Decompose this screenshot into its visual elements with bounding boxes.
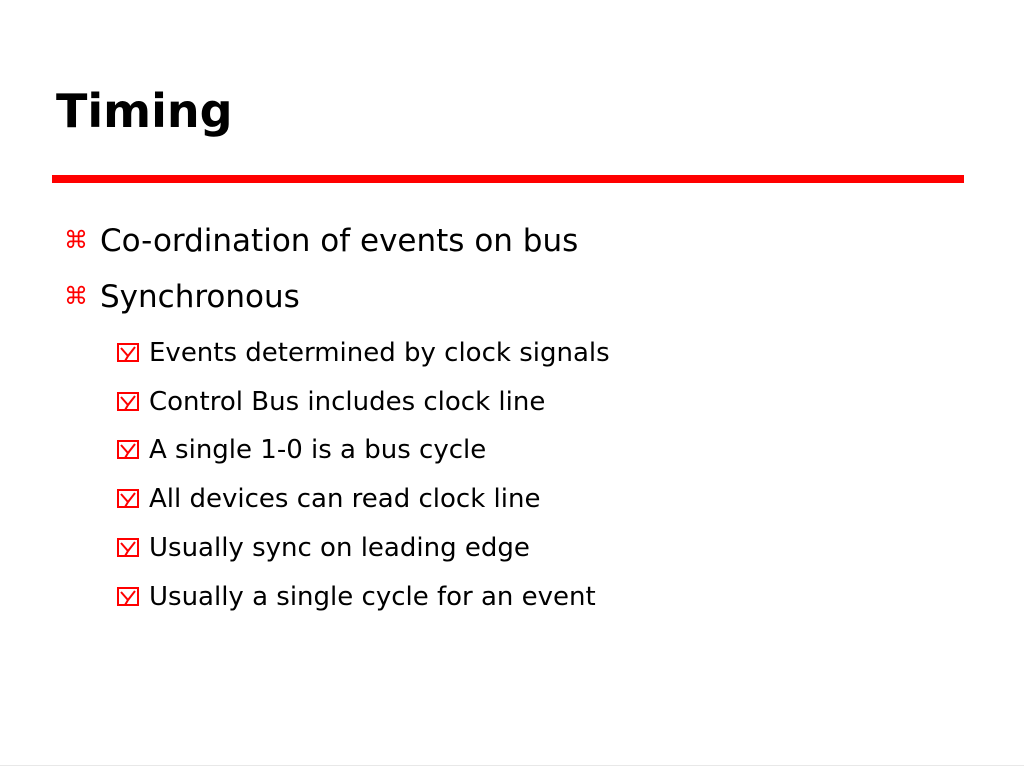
bullet-text: Synchronous (100, 279, 300, 315)
bullet-item (64, 223, 579, 259)
sub-bullet-text: Events determined by clock signals (149, 338, 610, 368)
bullet-text: Co-ordination of events on bus (100, 223, 579, 259)
checked-box-icon (117, 587, 139, 606)
command-key-icon: ⌘ (64, 226, 88, 254)
checked-box-icon (117, 489, 139, 508)
sub-bullet-text: Usually sync on leading edge (149, 533, 530, 563)
sub-bullet-item (117, 535, 530, 561)
checked-box-icon (117, 538, 139, 557)
sub-bullet-item (117, 389, 545, 415)
bullet-item (64, 279, 300, 315)
sub-bullet-item (117, 437, 486, 463)
sub-bullet-text: Usually a single cycle for an event (149, 582, 596, 612)
checked-box-icon (117, 440, 139, 459)
checked-box-icon (117, 392, 139, 411)
bottom-divider (0, 765, 1024, 766)
sub-bullet-item (117, 340, 610, 366)
command-key-icon: ⌘ (64, 282, 88, 310)
sub-bullet-text: Control Bus includes clock line (149, 387, 546, 417)
sub-bullet-item (117, 486, 540, 512)
sub-bullet-text: All devices can read clock line (149, 484, 541, 514)
sub-bullet-text: A single 1-0 is a bus cycle (149, 435, 487, 465)
checked-box-icon (117, 343, 139, 362)
slide-title: Timing (56, 84, 233, 138)
sub-bullet-item (117, 584, 596, 610)
